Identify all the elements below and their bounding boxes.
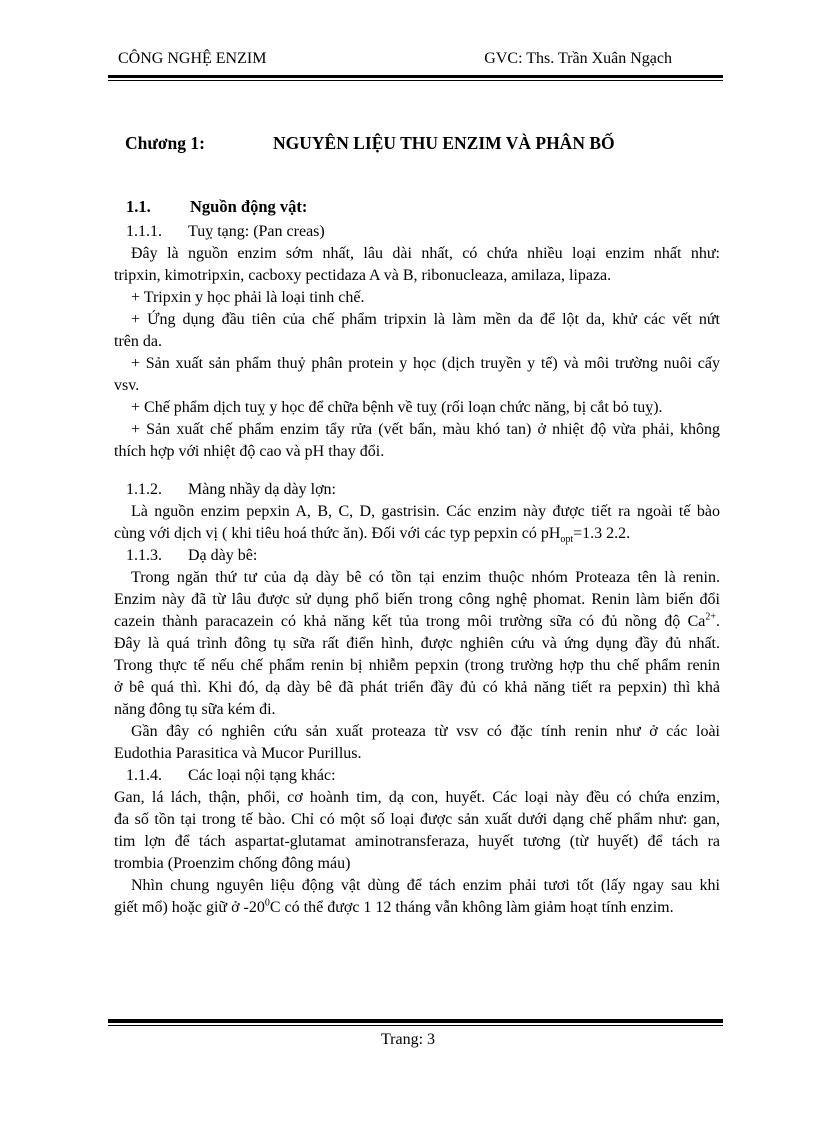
text-run: cùng với dịch vị ( khi tiêu hoá thức ăn). Đối với các typ pepxin có pH [114, 525, 561, 542]
subsection-title: Dạ dày bê: [188, 547, 258, 564]
text-run: . [716, 613, 720, 630]
paragraph-line: tripxin, kimotripxin, cacboxy pectidaza A và B, ribonucleaza, amilaza, lipaza. [114, 267, 612, 284]
footer-rule-thin [108, 1025, 723, 1026]
superscript: 0 [264, 897, 270, 909]
paragraph-line: Gan, lá lách, thận, phổi, cơ hoành tim, dạ con, huyết. Các loại này đều có chứa enzim, [114, 789, 720, 806]
subsection-title: Các loại nội tạng khác: [188, 767, 336, 784]
header-rule-thin [108, 80, 723, 81]
subsection-number: 1.1.1. [126, 223, 162, 240]
header-rule-thick [108, 75, 723, 78]
paragraph-line: Eudothia Parasitica và Mucor Purillus. [114, 745, 362, 762]
section-title: Nguồn động vật: [190, 197, 308, 216]
paragraph-line: Đây là nguồn enzim sớm nhất, lâu dài nhất, có chứa nhiều loại enzim nhất như: [131, 245, 720, 262]
paragraph-line [114, 523, 720, 545]
subsection-number: 1.1.3. [126, 547, 162, 564]
bullet-line: + Sản xuất sản phẩm thuỷ phân protein y học (dịch truyền y tế) và môi trường nuôi cấy [131, 355, 720, 372]
bullet-line: + Chế phẩm dịch tuỵ y học để chữa bệnh về tuỵ (rối loạn chức năng, bị cắt bỏ tuỵ). [131, 399, 663, 416]
text-run: giết mổ) hoặc giữ ở -20 [114, 899, 265, 916]
paragraph-line [114, 897, 720, 919]
paragraph-line: đa số tồn tại trong tế bào. Chỉ có một số loại được sản xuất dưới dạng chế phẩm như: gan, [114, 811, 720, 828]
subsection-heading-1-1-4 [114, 765, 720, 787]
bullet-line: thích hợp với nhiệt độ cao và pH thay đổi. [114, 443, 385, 460]
paragraph-line: Trong thực tế nếu chế phẩm renin bị nhiễm pepxin (trong trường hợp thu chế phẩm renin [114, 657, 720, 674]
paragraph-line: Là nguồn enzim pepxin A, B, C, D, gastrisin. Các enzim này được tiết ra ngoài tế bào [131, 503, 720, 520]
paragraph-line: tim lợn để tách aspartat-glutamat aminotransferaza, huyết tương (từ huyết) để tách ra [114, 833, 720, 850]
text-run: C có thể được 1 12 tháng vẫn không làm giảm hoạt tính enzim. [269, 899, 674, 916]
text-run: =1.3 2.2. [573, 525, 631, 542]
bullet-line: trên da. [114, 333, 162, 350]
subscript: opt [560, 534, 574, 546]
section-number: 1.1. [126, 197, 151, 216]
paragraph-line: Gần đây có nghiên cứu sản xuất proteaza từ vsv có đặc tính renin như ở các loài [131, 723, 720, 740]
chapter-title: NGUYÊN LIỆU THU ENZIM VÀ PHÂN BỐ [273, 133, 615, 153]
page-number: Trang: 3 [380, 1031, 436, 1048]
bullet-line: vsv. [114, 377, 140, 394]
bullet-line: + Sản xuất chế phẩm enzim tẩy rửa (vết bẩn, màu khó tan) ở nhiệt độ vừa phải, không [131, 421, 720, 438]
subsection-heading-1-1-3 [114, 545, 720, 567]
header-lecturer: GVC: Ths. Trần Xuân Ngạch [484, 50, 672, 67]
subsection-heading-1-1-1 [114, 221, 720, 243]
paragraph-line: Trong ngăn thứ tư của dạ dày bê có tồn tại enzim thuộc nhóm Proteaza tên là renin. [131, 569, 720, 586]
paragraph-line: Nhìn chung nguyên liệu động vật dùng để tách enzim phải tươi tốt (lấy ngay sau khi [131, 877, 720, 894]
header-course-title: CÔNG NGHỆ ENZIM [118, 50, 267, 67]
bullet-line: + Tripxin y học phải là loại tinh chế. [131, 289, 365, 306]
chapter-label: Chương 1: [125, 133, 205, 153]
text-run: cazein thành paracazein có khả năng kết tủa trong môi trường sữa có đủ nồng độ Ca [114, 613, 706, 630]
subsection-heading-1-1-2 [114, 479, 720, 501]
subsection-title: Màng nhầy dạ dày lợn: [188, 481, 336, 498]
superscript: 2+ [705, 611, 716, 623]
paragraph-line: Đây là quá trình đông tụ sữa rất điển hình, được nghiên cứu và ứng dụng đầy đủ nhất. [114, 635, 720, 652]
paragraph-line: trombia (Proenzim chống đông máu) [114, 855, 351, 872]
bullet-line: + Ứng dụng đầu tiên của chế phẩm tripxin là làm mền da để lột da, khử các vết nứt [131, 311, 720, 328]
subsection-number: 1.1.4. [126, 767, 162, 784]
subsection-title: Tuỵ tạng: (Pan creas) [188, 223, 325, 240]
footer-rule-thick [108, 1019, 723, 1023]
paragraph-line: Enzim này đã từ lâu được sử dụng phổ biến trong công nghệ phomat. Renin làm biến đổi [114, 591, 720, 608]
paragraph-line: năng đông tụ sữa kém đi. [114, 701, 276, 718]
section-heading [114, 196, 720, 218]
paragraph-line [114, 611, 720, 633]
paragraph-line: ở bê quá thì. Khi đó, dạ dày bê đã phát triển đầy đủ có khả năng tiết ra pepxin) thì khả [114, 679, 720, 696]
subsection-number: 1.1.2. [126, 481, 162, 498]
